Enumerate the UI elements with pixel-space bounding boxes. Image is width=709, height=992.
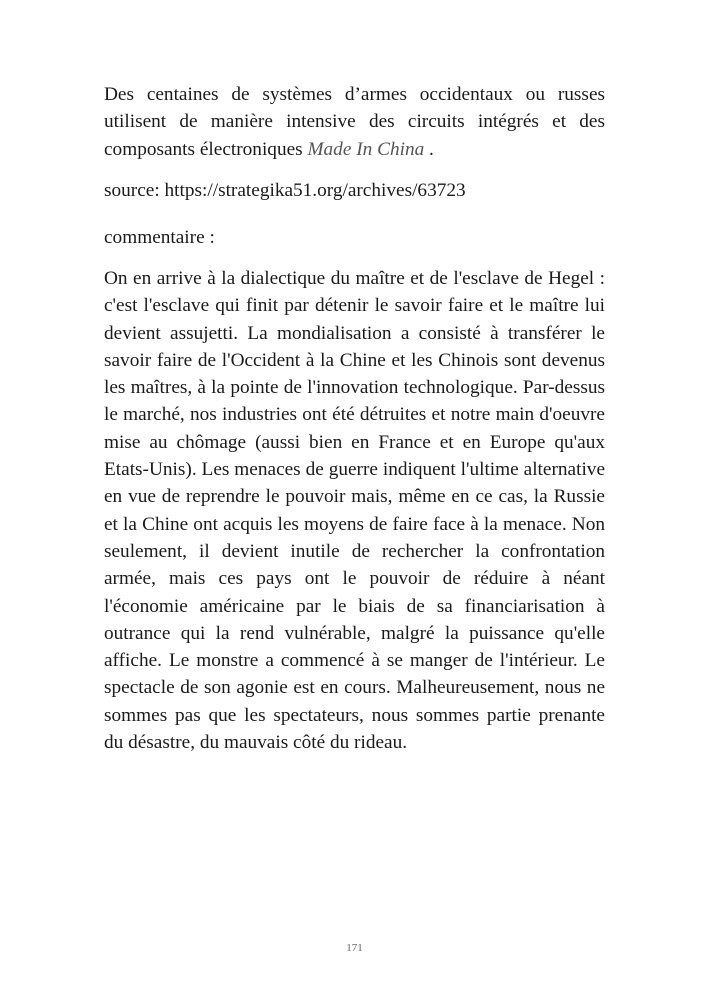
intro-paragraph [104,81,605,163]
source-line: source: https://strategika51.org/archives/63723 [104,180,466,201]
intro-text: Des centaines de systèmes d’armes occidentaux ou russes utilisent de manière intensive des circuits intégrés et des composants électroniques [104,84,605,160]
made-in-china-phrase: Made In China [307,138,425,160]
page-number: 171 [346,942,363,954]
intro-trailing: . [424,138,434,160]
commentary-paragraph: On en arrive à la dialectique du maître et de l'esclave de Hegel : c'est l'esclave qui finit par détenir le savoir faire et le maître lui devient assujetti. La mondialisation a consisté à transférer le savoir faire de l'Occident à la Chine et les Chinois sont devenus les maîtres, à la pointe de l'innovation technologique. Par-dessus le marché, nos industries ont été détruites et notre main d'oeuvre mise au chômage (aussi bien en France et en Europe qu'aux Etats-Unis). Les menaces de guerre indiquent l'ultime alternative en vue de reprendre le pouvoir mais, même en ce cas, la Russie et la Chine ont acquis les moyens de faire face à la menace. Non seulement, il devient inutile de rechercher la confrontation armée, mais ces pays ont le pouvoir de réduire à néant l'économie américaine par le biais de sa financiarisation à outrance qui la rend vulnérable, malgré la puissance qu'elle affiche. Le monstre a commencé à se manger de l'intérieur. Le spectacle de son agonie est en cours. Malheureusement, nous ne sommes pas que les spectateurs, nous sommes partie prenante du désastre, du mauvais côté du rideau. [104,268,605,754]
comment-label: commentaire : [104,227,215,248]
